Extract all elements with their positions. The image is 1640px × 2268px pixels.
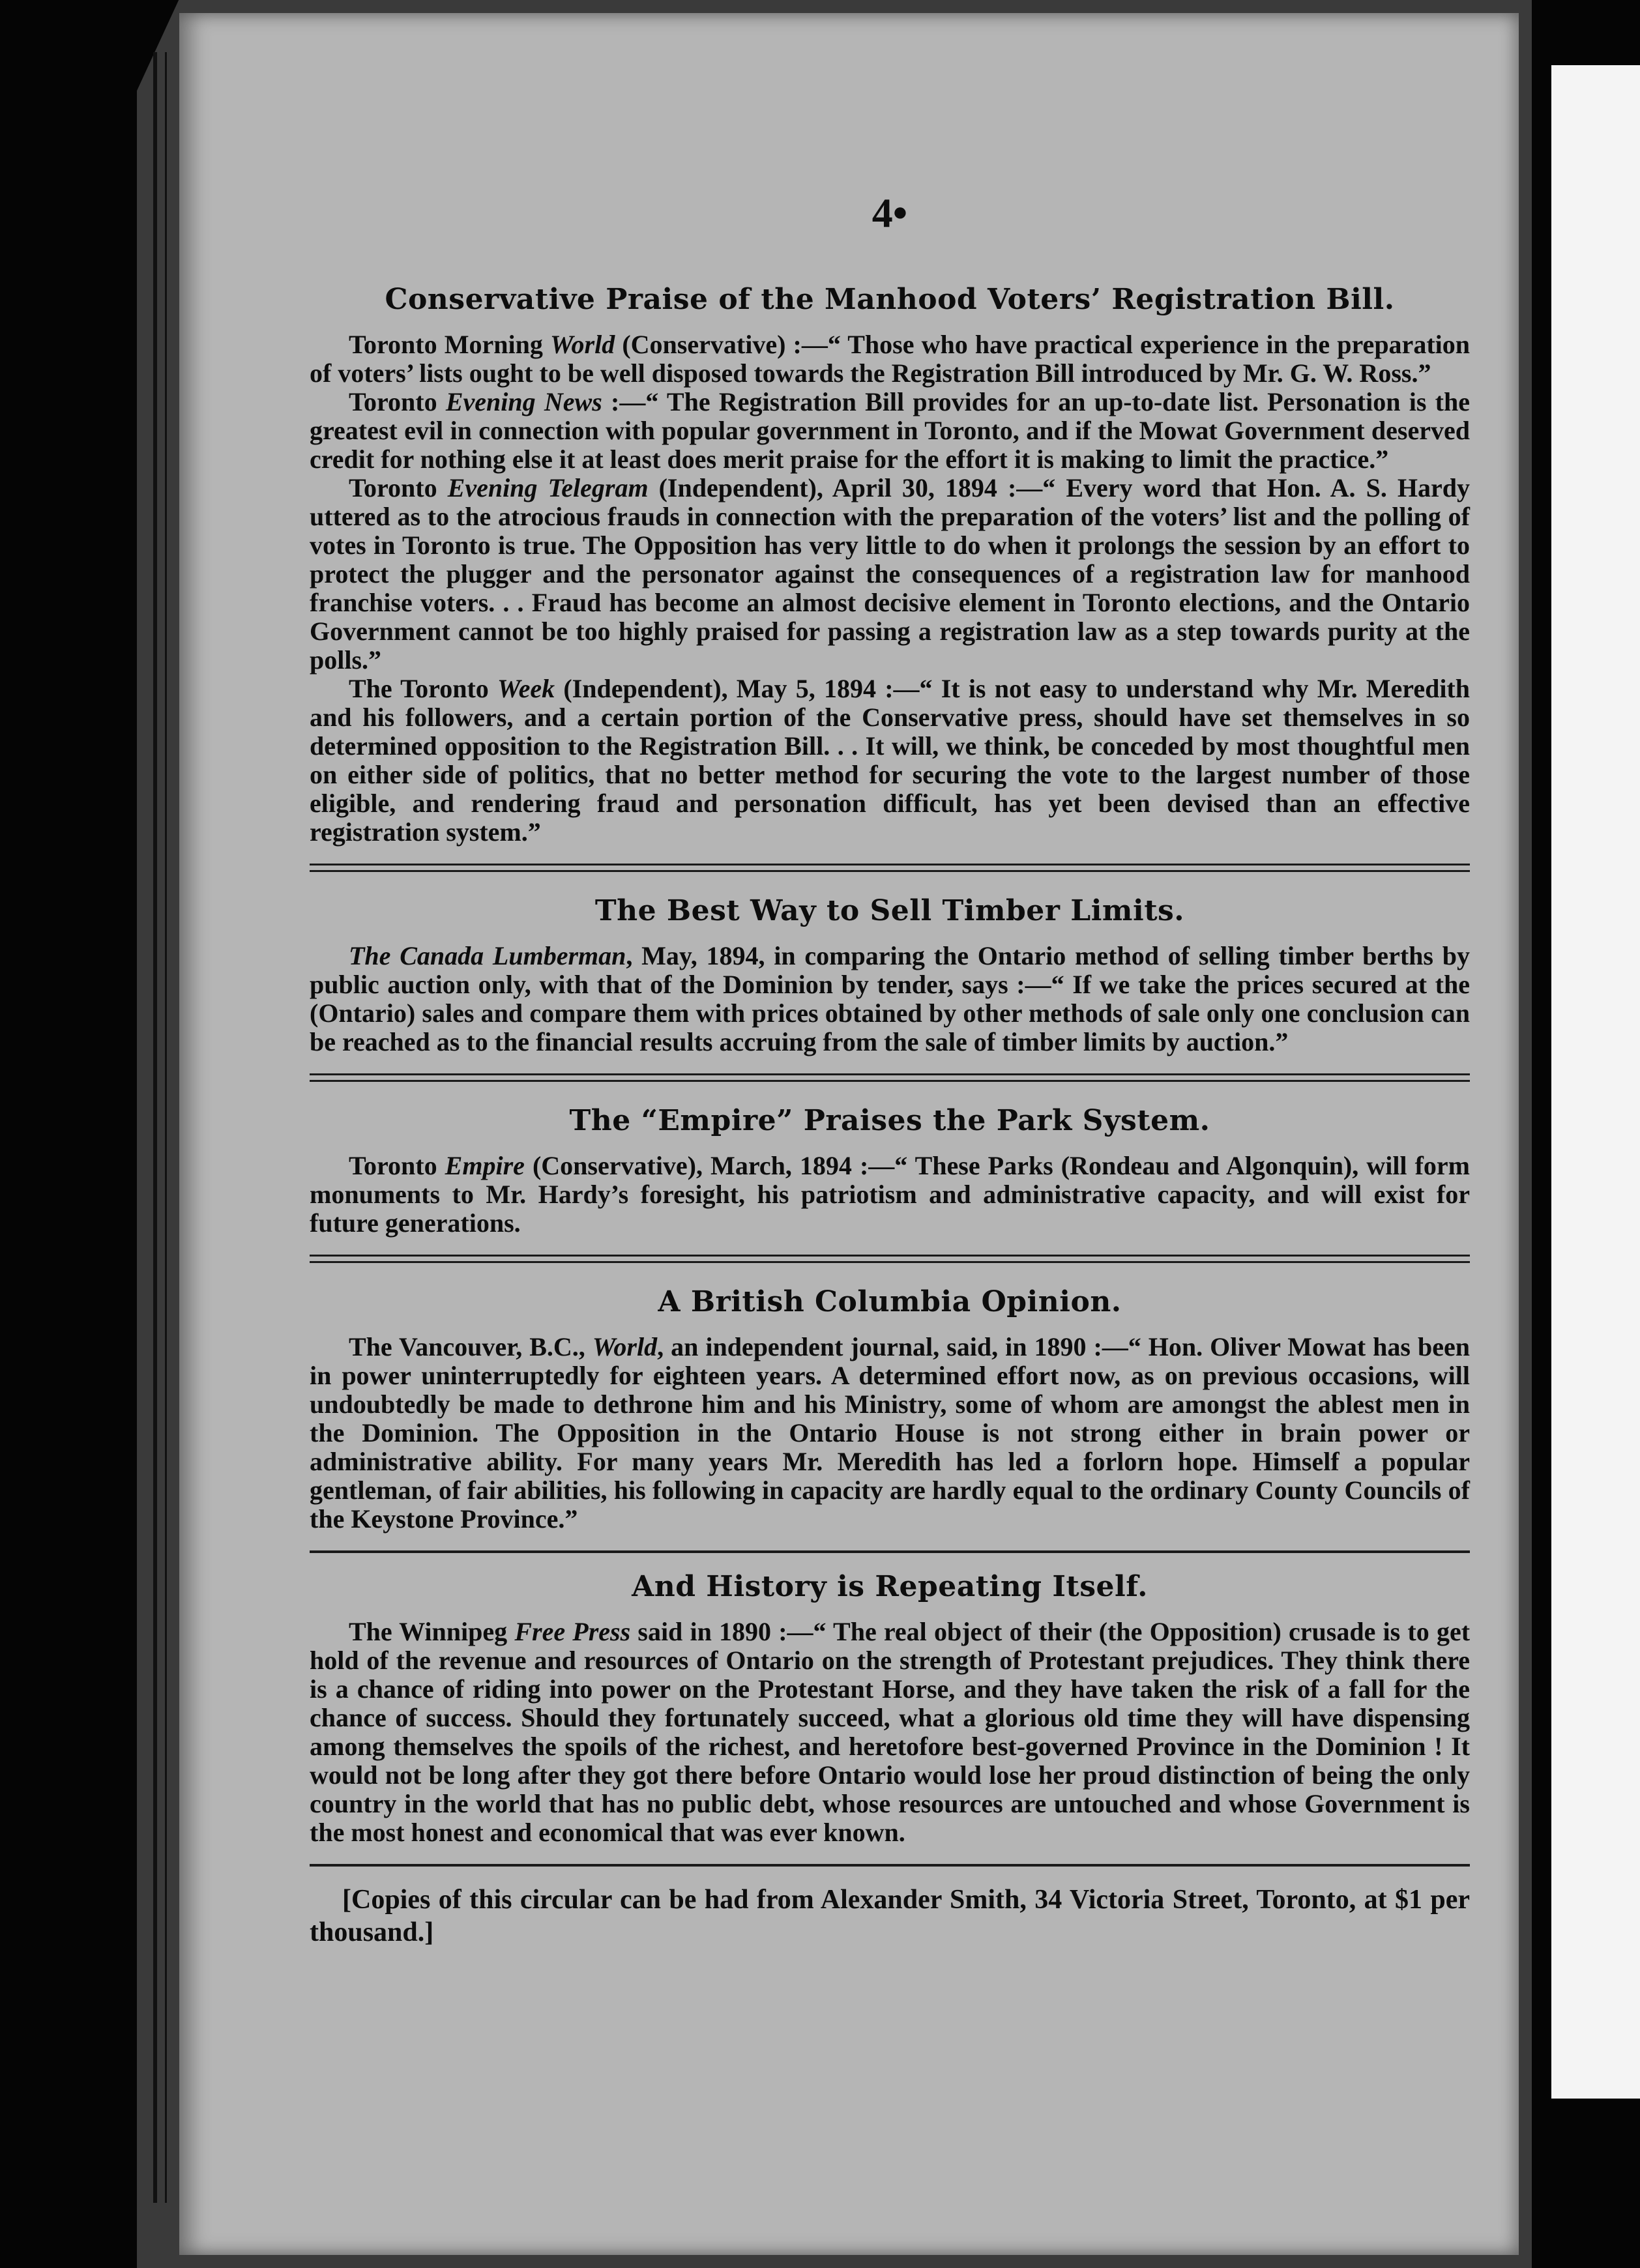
page-content: [310, 189, 1470, 1949]
section-divider: [310, 1073, 1470, 1075]
paragraph: Toronto Evening Telegram (Independent), April 30, 1894 :—“ Every word that Hon. A. S. Hardy uttered as to the atrocious frauds in connection with the preparation of the voters’ list and the polling of votes in Toronto is true. The Opposition has very little to do when it prolongs the session by an effort to protect the plugger and the personator against the consequences of a registration law for manhood franchise voters. . . Fraud has become an almost decisive element in Toronto elections, and the Ontario Government cannot be too highly praised for passing a registration law as a step towards purity at the polls.”: [310, 473, 1470, 675]
paragraph: Toronto Evening News :—“ The Registration Bill provides for an up-to-date list. Personation is the greatest evil in connection with popular government in Toronto, and if the Mowat Government deserved credit for nothing else it at least does merit praise for the effort it is making to limit the practice.”: [310, 387, 1471, 474]
page-number: 4•: [871, 190, 908, 236]
background-strip: [1551, 65, 1640, 2099]
footer-note: [Copies of this circular can be had from Alexander Smith, 34 Victoria Street, Toronto, at $1 per thousand.]: [310, 1885, 1470, 1947]
section-title: A British Columbia Opinion.: [658, 1285, 1122, 1318]
paragraph: The Canada Lumberman, May, 1894, in comparing the Ontario method of selling timber berths by public auction only, with that of the Dominion by tender, says :—“ If we take the prices secured at the (Ontario) sales and compare them with prices obtained by other methods of sale only one conclusion can be reached as to the financial results accruing from the sale of timber limits by auction.”: [310, 941, 1470, 1056]
source-name: The Canada Lumberman: [349, 941, 626, 970]
paragraph: The Vancouver, B.C., World, an independent journal, said, in 1890 :—“ Hon. Oliver Mowat has been in power uninterruptedly for eighteen years. A determined effort now, as on previous occasions, will undoubtedly be made to dethrone him and his Ministry, some of whom are amongst the ablest men in the Dominion. The Opposition in the Ontario House is not strong either in brain power or administrative ability. For many years Mr. Meredith has led a forlorn hope. Himself a popular gentleman, of fair abilities, his following in capacity are hardly equal to the ordinary County Councils of the Keystone Province.”: [310, 1332, 1470, 1534]
section-divider: [310, 1550, 1470, 1553]
document-page: [179, 13, 1519, 2255]
section-title: The Best Way to Sell Timber Limits.: [594, 894, 1185, 927]
section-title: And History is Repeating Itself.: [632, 1570, 1148, 1603]
section-title: The “Empire” Praises the Park System.: [569, 1104, 1210, 1137]
source-name: Free Press: [514, 1617, 631, 1646]
section-divider: [310, 1255, 1470, 1257]
binding-line: [165, 52, 167, 2203]
source-name: Empire: [445, 1151, 525, 1180]
source-name: World: [592, 1332, 658, 1361]
paragraph: Toronto Empire (Conservative), March, 1894 :—“ These Parks (Rondeau and Algonquin), will form monuments to Mr. Hardy’s foresight, his patriotism and administrative capacity, and will exist for future generations.: [310, 1151, 1470, 1238]
source-name: World: [549, 330, 615, 359]
section-divider: [310, 1864, 1470, 1867]
paragraph: The Winnipeg Free Press said in 1890 :—“ The real object of their (the Opposition) crusade is to get hold of the revenue and resources of Ontario on the strength of Protestant prejudices. They think there is a chance of riding into power on the Protestant Horse, and they have taken the risk of a fall for the chance of success. Should they fortunately succeed, what a glorious old time they will have dispensing among themselves the spoils of the richest, and heretofore best-governed Province in the Dominion ! It would not be long after they got there before Ontario would lose her proud distinction of being the only country in the world that has no public debt, whose resources are untouched and whose Government is the most honest and economical that was ever known.: [310, 1617, 1471, 1847]
section-title: Conservative Praise of the Manhood Voters’ Registration Bill.: [385, 283, 1395, 316]
source-name: Week: [497, 674, 555, 703]
source-name: Evening Telegram: [447, 473, 649, 502]
paragraph: The Toronto Week (Independent), May 5, 1894 :—“ It is not easy to understand why Mr. Meredith and his followers, and a certain portion of the Conservative press, should have set themselves in so determined opposition to the Registration Bill. . . It will, we think, be conceded by most thoughtful men on either side of politics, that no better method for securing the vote to the largest number of those eligible, and rendering fraud and personation difficult, has yet been devised than an effective registration system.”: [310, 674, 1471, 847]
paragraph: Toronto Morning World (Conservative) :—“ Those who have practical experience in the preparation of voters’ lists ought to be well disposed towards the Registration Bill introduced by Mr. G. W. Ross.”: [310, 330, 1470, 388]
source-name: Evening News: [445, 387, 602, 416]
section-divider: [310, 864, 1470, 865]
binding-line: [153, 52, 157, 2203]
footer-note-block: [310, 1883, 1470, 1949]
